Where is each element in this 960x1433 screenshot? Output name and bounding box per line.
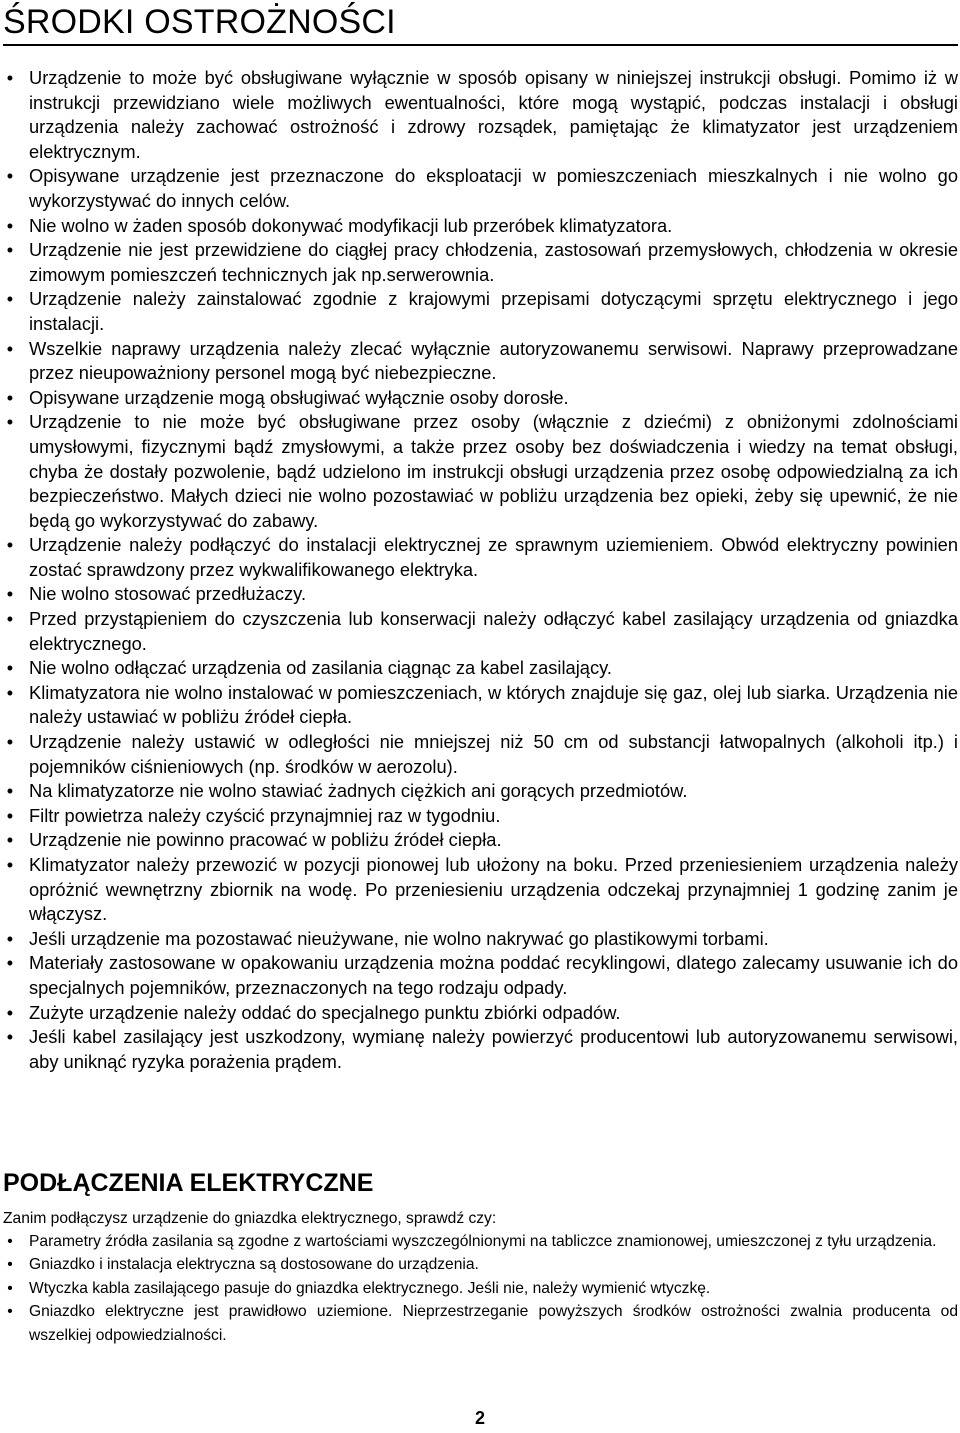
list-item-text: Nie wolno stosować przedłużaczy. <box>29 583 307 605</box>
list-item-text: Jeśli kabel zasilający jest uszkodzony, wymianę należy powierzyć producentowi lub autoryzowanemu serwisowi, aby uniknąć ryzyka porażenia prądem. <box>29 1026 958 1072</box>
list-item-text: Opisywane urządzenie mogą obsługiwać wyłącznie osoby dorosłe. <box>29 386 569 408</box>
heading-underline <box>3 44 958 46</box>
list-item <box>3 386 958 411</box>
list-item-text: Urządzenie należy podłączyć do instalacji elektrycznej ze sprawnym uziemieniem. Obwód elektryczny powinien zostać sprawdzony przez wykwalifikowanego elektryka. <box>29 534 958 580</box>
list-item-text: Urządzenie to może być obsługiwane wyłącznie w sposób opisany w niniejszej instrukcji obsługi. Pomimo iż w instrukcji przewidziano wiele możliwych ewentualności, które mogą wystąpić, podczas instalacji i obsługi urządzenia należy zachować ostrożność i zdrowy rozsądek, pamiętając że klimatyzator jest urządzeniem elektrycznym. <box>29 67 958 162</box>
list-item <box>3 214 958 239</box>
list-item <box>3 582 958 607</box>
list-item <box>3 337 958 386</box>
bullet-icon: • <box>6 1001 14 1023</box>
list-item <box>3 1025 958 1074</box>
list-item <box>3 828 958 853</box>
list-item-text: Urządzenie to nie może być obsługiwane przez osoby (włącznie z dziećmi) z obniżonymi zdolnościami umysłowymi, fizycznymi bądź zmysłowymi, a także przez osoby bez doświadczenia i wiedzy na temat obsługi, chyba że dostały pozwolenie, bądź udzielono im instrukcji obsługi urządzenia przez osobę odpowiedzialną za ich bezpieczeństwo. Małych dzieci nie wolno pozostawiać w pobliżu urządzenia bez opieki, żeby się upewnić, że nie będą go wykorzystywać do zabawy. <box>29 411 958 531</box>
list-item-text: Urządzenie należy zainstalować zgodnie z krajowymi przepisami dotyczącymi sprzętu elektrycznego i jego instalacji. <box>29 288 958 334</box>
bullet-icon: • <box>6 780 14 802</box>
list-item-text: Urządzenie należy ustawić w odległości nie mniejszej niż 50 cm od substancji łatwopalnych (alkoholi itp.) i pojemników ciśnieniowych (np. środków w aerozolu). <box>29 731 958 777</box>
list-item <box>3 287 958 336</box>
list-item <box>3 730 958 779</box>
list-item-text: Filtr powietrza należy czyścić przynajmniej raz w tygodniu. <box>29 804 501 826</box>
bullet-icon: • <box>6 288 14 310</box>
list-item-text: Jeśli urządzenie ma pozostawać nieużywane, nie wolno nakrywać go plastikowymi torbami. <box>29 927 769 949</box>
list-item-text: Urządzenie nie powinno pracować w pobliżu źródeł ciepła. <box>29 829 502 851</box>
list-item-text: Urządzenie nie jest przewidziene do ciągłej pracy chłodzenia, zastosowań przemysłowych, chłodzenia w okresie zimowym pomieszczeń technicznych jak np.serwerownia. <box>29 239 958 285</box>
list-item <box>3 1001 958 1026</box>
list-item-text: Przed przystąpieniem do czyszczenia lub konserwacji należy odłączyć kabel zasilający urządzenia od gniazdka elektrycznego. <box>29 608 958 654</box>
list-item-text: Materiały zastosowane w opakowaniu urządzenia można poddać recyklingowi, dlatego zalecamy usuwanie ich do specjalnych pojemników, przeznaczonych na tego rodzaju odpady. <box>29 952 958 998</box>
bullet-icon: • <box>6 239 14 261</box>
bullet-icon: • <box>6 337 14 359</box>
list-item <box>3 951 958 1000</box>
list-item-text: Opisywane urządzenie jest przeznaczone do eksploatacji w pomieszczeniach mieszkalnych i nie wolno go wykorzystywać do innych celów. <box>29 165 958 211</box>
list-item <box>3 853 958 927</box>
list-item-text: Wtyczka kabla zasilającego pasuje do gniazdka elektrycznego. Jeśli nie, należy wymienić wtyczkę. <box>29 1279 711 1297</box>
list-item <box>3 779 958 804</box>
bullet-icon: • <box>6 534 14 556</box>
list-item-text: Gniazdko elektryczne jest prawidłowo uziemione. Nieprzestrzeganie powyższych środków ostrożności zwalnia producenta od wszelkiej odpowiedzialności. <box>29 1303 958 1344</box>
list-item-text: Na klimatyzatorze nie wolno stawiać żadnych ciężkich ani gorących przedmiotów. <box>29 780 688 802</box>
electrical-intro: Zanim podłączysz urządzenie do gniazdka elektrycznego, sprawdź czy: <box>3 1210 497 1227</box>
bullet-icon: • <box>6 1026 14 1048</box>
list-item-text: Wszelkie naprawy urządzenia należy zlecać wyłącznie autoryzowanemu serwisowi. Naprawy przeprowadzane przez nieupoważniony personel mogą być niebezpieczne. <box>29 337 958 384</box>
bullet-icon: • <box>6 165 14 187</box>
list-item <box>3 238 958 287</box>
list-item <box>3 1230 958 1253</box>
section-heading-safety: ŚRODKI OSTROŻNOŚCI <box>3 3 396 41</box>
bullet-icon: • <box>6 952 14 974</box>
bullet-icon: • <box>6 67 14 88</box>
list-item <box>3 1300 958 1347</box>
bullet-icon: • <box>6 731 14 753</box>
bullet-icon: • <box>7 1233 13 1250</box>
list-item <box>3 410 958 533</box>
bullet-icon: • <box>6 927 14 949</box>
list-item <box>3 164 958 213</box>
section-heading-electrical: PODŁĄCZENIA ELEKTRYCZNE <box>3 1169 374 1197</box>
bullet-icon: • <box>7 1303 13 1321</box>
list-item-text: Gniazdko i instalacja elektryczna są dostosowane do urządzenia. <box>29 1256 479 1274</box>
bullet-icon: • <box>6 214 14 236</box>
list-item <box>3 804 958 829</box>
list-item <box>3 533 958 582</box>
bullet-icon: • <box>6 411 14 433</box>
list-item <box>3 1253 958 1276</box>
bullet-icon: • <box>6 583 14 605</box>
bullet-icon: • <box>6 681 14 703</box>
list-item-text: Klimatyzatora nie wolno instalować w pomieszczeniach, w których znajduje się gaz, olej lub siarka. Urządzenia nie należy ustawiać w pobliżu źródeł ciepła. <box>29 681 958 728</box>
list-item-text: Nie wolno odłączać urządzenia od zasilania ciągnąc za kabel zasilający. <box>29 657 612 679</box>
list-item <box>3 607 958 656</box>
list-item <box>3 681 958 730</box>
bullet-icon: • <box>7 1279 13 1297</box>
list-item <box>3 1277 958 1300</box>
bullet-icon: • <box>6 386 14 408</box>
list-item <box>3 927 958 952</box>
bullet-icon: • <box>6 608 14 630</box>
list-item-text: Klimatyzator należy przewozić w pozycji pionowej lub ułożony na boku. Przed przeniesieniem urządzenia należy opróżnić wewnętrzny zbiornik na wodę. Po przeniesieniu urządzenia odczekaj przynajmniej 1 godzinę zanim je włączysz. <box>29 854 958 925</box>
electrical-list <box>3 1230 958 1347</box>
bullet-icon: • <box>6 657 14 679</box>
list-item-text: Zużyte urządzenie należy oddać do specjalnego punktu zbiórki odpadów. <box>29 1001 621 1023</box>
safety-list <box>3 66 958 1074</box>
bullet-icon: • <box>6 854 14 875</box>
page-number: 2 <box>474 1408 485 1428</box>
bullet-icon: • <box>6 829 14 851</box>
list-item-text: Parametry źródła zasilania są zgodne z wartościami wyszczególnionymi na tabliczce znamionowej, umieszczonej z tyłu urządzenia. <box>29 1233 937 1250</box>
list-item-text: Nie wolno w żaden sposób dokonywać modyfikacji lub przeróbek klimatyzatora. <box>29 214 673 236</box>
bullet-icon: • <box>7 1256 13 1274</box>
bullet-icon: • <box>6 804 14 826</box>
list-item <box>3 656 958 681</box>
list-item <box>3 66 958 164</box>
